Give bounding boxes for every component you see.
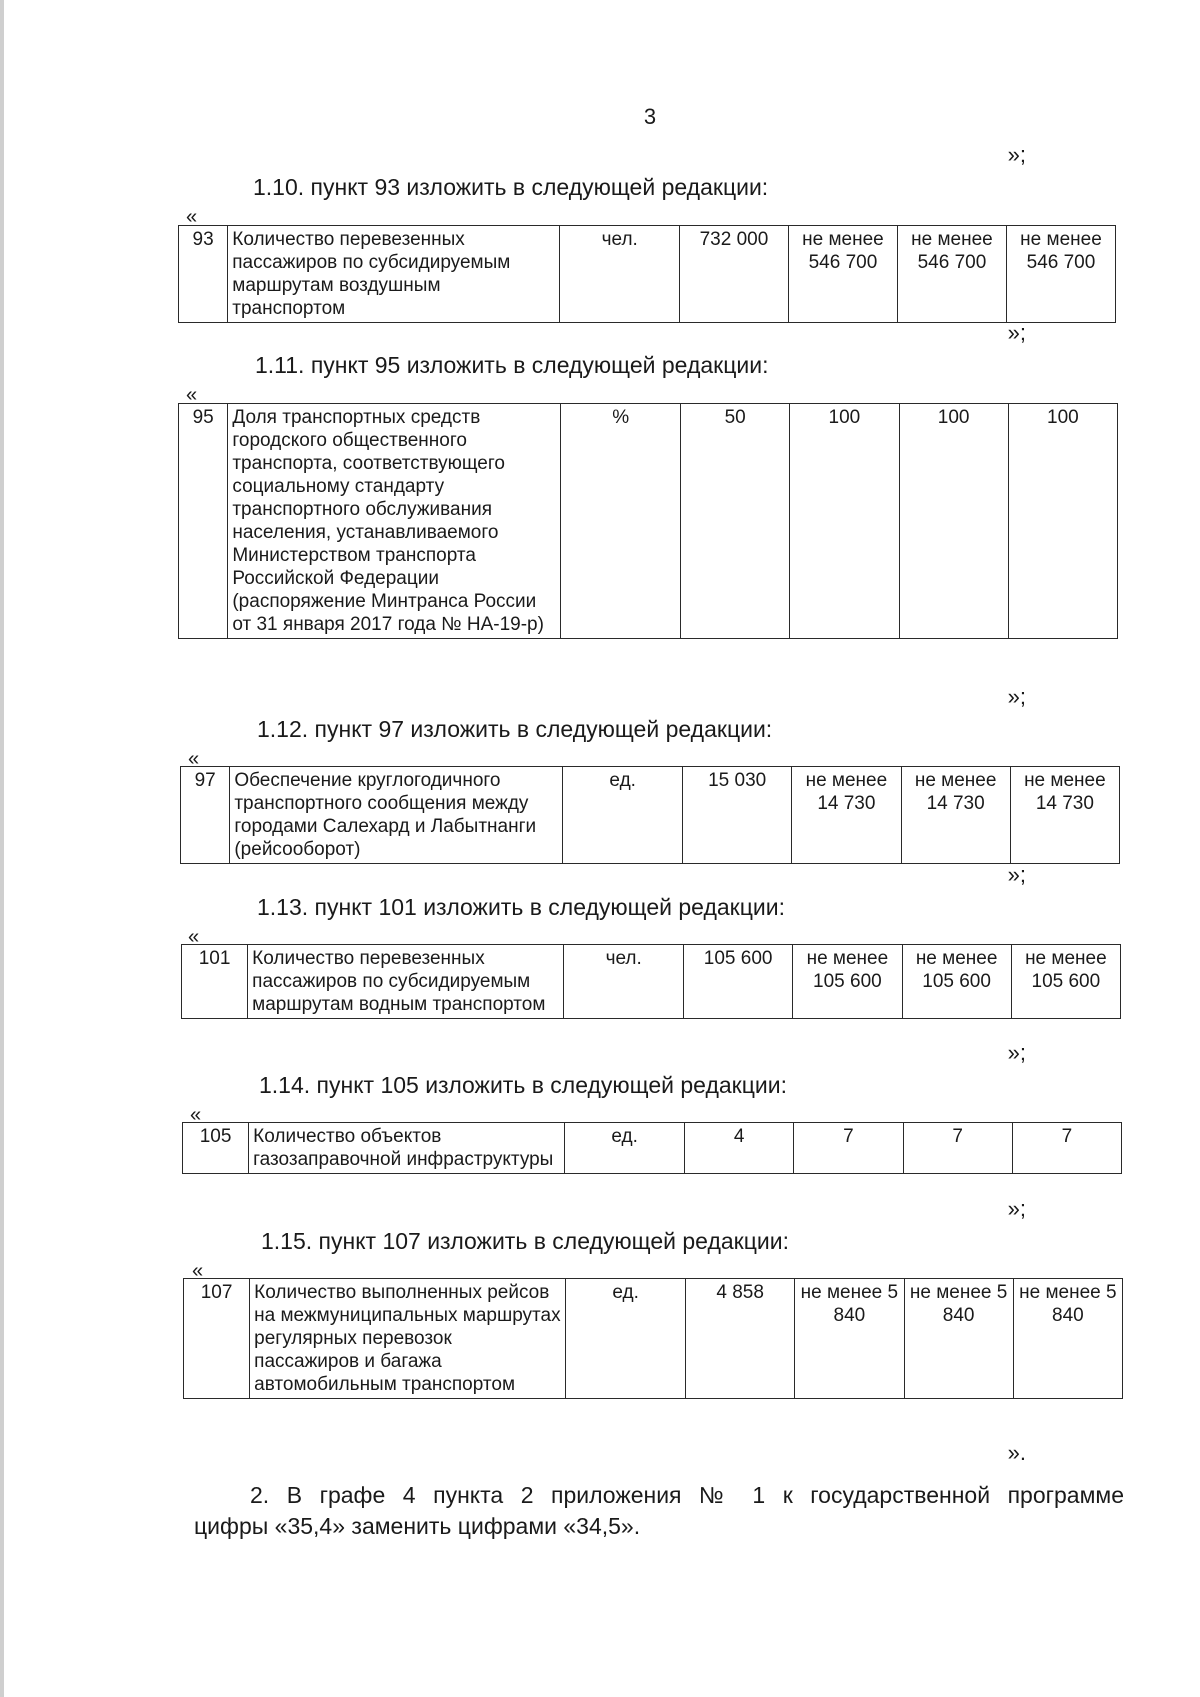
target-value-1: не менее 14 730 [792, 767, 901, 864]
section-heading: 1.12. пункт 97 изложить в следующей редакции: [257, 716, 773, 742]
target-value-1: не менее 546 700 [788, 226, 897, 323]
amendment-table [182, 1122, 1122, 1174]
amendment-table [183, 1278, 1123, 1399]
table-row [183, 1123, 1122, 1174]
target-value-2: не менее 14 730 [901, 767, 1010, 864]
unit-cell: чел. [564, 945, 684, 1019]
section-heading: 1.11. пункт 95 изложить в следующей редакции: [255, 352, 769, 378]
opening-quote: « [192, 1260, 204, 1282]
target-value-2: не менее 546 700 [897, 226, 1006, 323]
target-value-1: 100 [790, 404, 899, 639]
closing-quote: »; [1007, 1196, 1026, 1221]
section-heading: 1.10. пункт 93 изложить в следующей редакции: [253, 174, 769, 200]
unit-cell: ед. [566, 1279, 686, 1399]
target-value-3: 7 [1012, 1123, 1121, 1174]
base-value: 15 030 [683, 767, 792, 864]
opening-quote: « [188, 926, 200, 948]
item-number: 93 [179, 226, 228, 323]
amendment-table [181, 944, 1121, 1019]
item-number: 107 [184, 1279, 250, 1399]
item-number: 105 [183, 1123, 249, 1174]
final-paragraph-line-1: 2. В графе 4 пункта 2 приложения № 1 к государственной программе [250, 1482, 1124, 1508]
target-value-3: не менее 5 840 [1013, 1279, 1122, 1399]
closing-quote: »; [1007, 862, 1026, 887]
table-row [181, 767, 1120, 864]
base-value: 4 858 [686, 1279, 795, 1399]
indicator-name: Доля транспортных средств городского общественного транспорта, соответствующего социальному стандарту транспортного обслуживания населения, устанавливаемого Министерством транспорта Российской Федерации (распоряжение Минтранса России от 31 января 2017 года № НА-19-р) [228, 404, 561, 639]
amendment-table [178, 225, 1116, 323]
unit-cell: ед. [565, 1123, 685, 1174]
base-value: 732 000 [679, 226, 788, 323]
unit-cell: ед. [563, 767, 683, 864]
indicator-name: Количество объектов газозаправочной инфраструктуры [249, 1123, 565, 1174]
indicator-name: Количество выполненных рейсов на межмуниципальных маршрутах регулярных перевозок пассажиров и багажа автомобильным транспортом [250, 1279, 566, 1399]
target-value-1: не менее 5 840 [795, 1279, 904, 1399]
page-number: 3 [643, 104, 657, 129]
item-number: 101 [182, 945, 248, 1019]
final-paragraph [194, 1480, 1124, 1542]
opening-quote: « [190, 1104, 202, 1126]
scan-edge [0, 0, 4, 1697]
closing-quote: »; [1007, 1040, 1026, 1065]
opening-quote: « [186, 384, 198, 406]
table-row [182, 945, 1121, 1019]
indicator-name: Количество перевезенных пассажиров по субсидируемым маршрутам воздушным транспортом [228, 226, 560, 323]
indicator-name: Обеспечение круглогодичного транспортного сообщения между городами Салехард и Лабытнанги (рейсооборот) [230, 767, 563, 864]
target-value-1: 7 [794, 1123, 903, 1174]
final-paragraph-line-2: цифры «35,4» заменить цифрами «34,5». [194, 1513, 641, 1539]
item-number: 97 [181, 767, 230, 864]
closing-quote: »; [1007, 142, 1026, 167]
section-heading: 1.14. пункт 105 изложить в следующей редакции: [259, 1072, 787, 1098]
closing-quote: »; [1007, 320, 1026, 345]
closing-quote: »; [1007, 684, 1026, 709]
table-row [184, 1279, 1123, 1399]
target-value-1: не менее 105 600 [793, 945, 902, 1019]
target-value-2: 7 [903, 1123, 1012, 1174]
target-value-3: не менее 546 700 [1006, 226, 1115, 323]
base-value: 105 600 [684, 945, 793, 1019]
target-value-2: не менее 105 600 [902, 945, 1011, 1019]
table-row [179, 404, 1118, 639]
base-value: 4 [685, 1123, 794, 1174]
target-value-2: 100 [899, 404, 1008, 639]
indicator-name: Количество перевезенных пассажиров по субсидируемым маршрутам водным транспортом [248, 945, 564, 1019]
base-value: 50 [681, 404, 790, 639]
amendment-table [178, 403, 1118, 639]
target-value-2: не менее 5 840 [904, 1279, 1013, 1399]
amendment-table [180, 766, 1120, 864]
target-value-3: 100 [1008, 404, 1117, 639]
target-value-3: не менее 105 600 [1011, 945, 1120, 1019]
closing-quote-final: ». [1007, 1440, 1026, 1465]
unit-cell: чел. [560, 226, 679, 323]
unit-cell: % [561, 404, 681, 639]
section-heading: 1.15. пункт 107 изложить в следующей редакции: [261, 1228, 789, 1254]
item-number: 95 [179, 404, 228, 639]
table-row [179, 226, 1116, 323]
target-value-3: не менее 14 730 [1010, 767, 1119, 864]
opening-quote: « [186, 206, 198, 228]
section-heading: 1.13. пункт 101 изложить в следующей редакции: [257, 894, 785, 920]
opening-quote: « [188, 748, 200, 770]
